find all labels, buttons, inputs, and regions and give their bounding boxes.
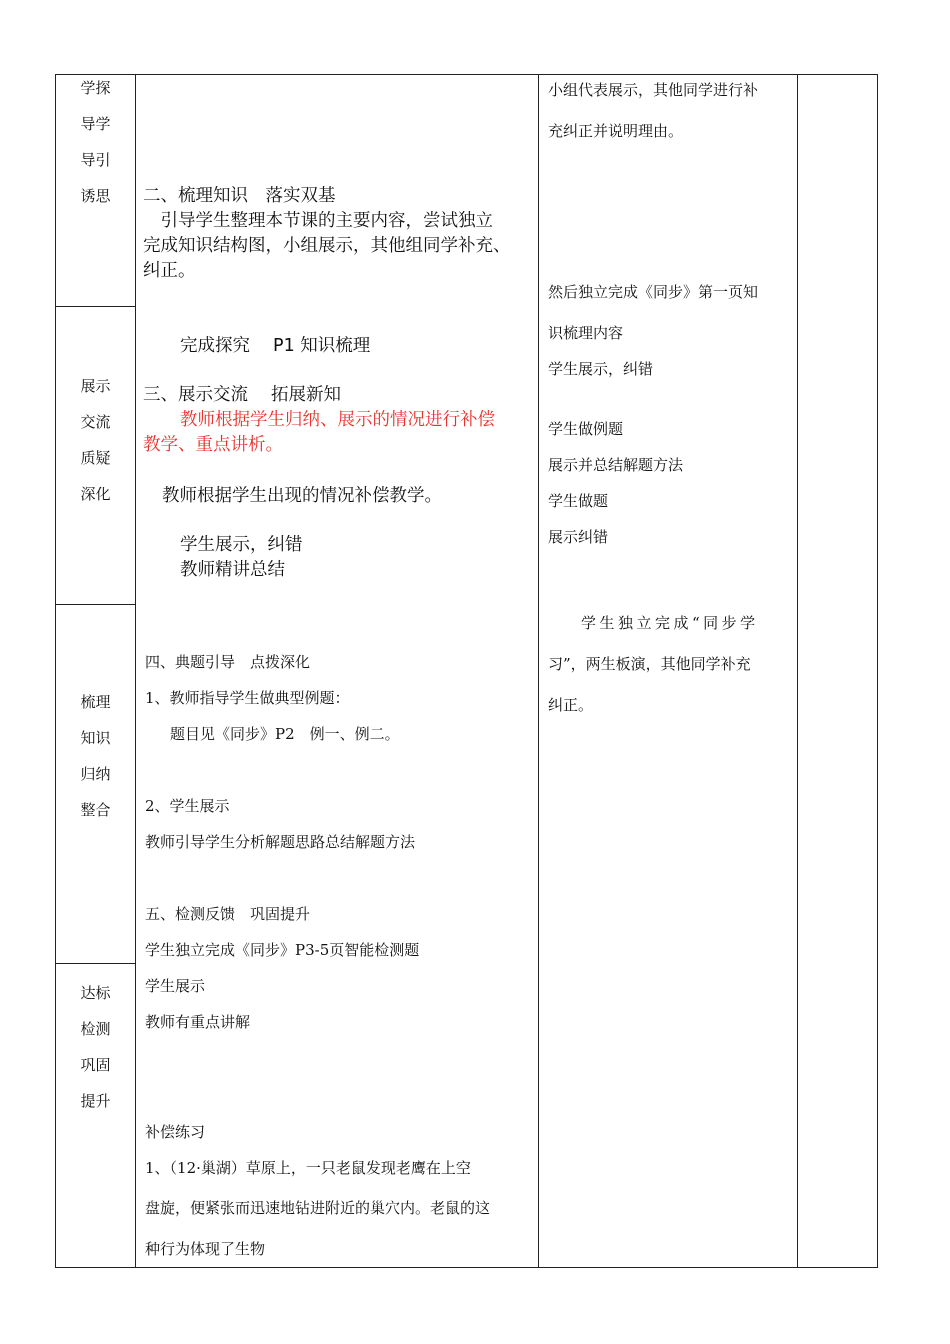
section-4-text: 2、学生展示 — [145, 797, 230, 815]
section-5-text: 学生展示 — [145, 977, 206, 995]
section-6-text: 种行为体现了生物 — [145, 1240, 266, 1258]
section-2-task: 完成探究 P1 知识梳理 — [180, 336, 371, 356]
stage-text: 检测 — [80, 1020, 111, 1038]
section-3-text: 教师根据学生出现的情况补偿教学。 — [162, 486, 442, 506]
stage-cell-1 — [55, 70, 136, 214]
stage-text: 提升 — [80, 1092, 111, 1110]
section-4-text: 教师引导学生分析解题思路总结解题方法 — [145, 833, 416, 851]
stage-text: 达标 — [80, 984, 111, 1002]
stage-text: 学探 — [80, 79, 111, 97]
column-divider-3 — [797, 74, 798, 1268]
stage-divider-2 — [55, 604, 136, 605]
section-2-text: 完成知识结构图，小组展示，其他组同学补充、 — [143, 236, 511, 256]
student-text: 充纠正并说明理由。 — [548, 122, 684, 140]
student-text: 然后独立完成《同步》第一页知 — [548, 283, 759, 301]
student-text: 学生做例题 — [548, 420, 624, 438]
stage-text: 梳理 — [80, 693, 111, 711]
section-2-text: 纠正。 — [143, 261, 196, 281]
student-text: 学生展示，纠错 — [548, 360, 654, 378]
section-4-title: 四、典题引导 点拨深化 — [145, 653, 311, 671]
student-text: 学生独立完成“同步学 — [581, 614, 759, 632]
section-3-text: 教师精讲总结 — [180, 560, 285, 580]
student-text: 纠正。 — [548, 696, 594, 714]
section-5-title: 五、检测反馈 巩固提升 — [145, 905, 311, 923]
stage-text: 展示 — [80, 377, 111, 395]
stage-cell-4 — [55, 975, 136, 1119]
stage-text: 导学 — [80, 115, 111, 133]
stage-text: 归纳 — [80, 765, 111, 783]
section-5-text: 学生独立完成《同步》P3-5页智能检测题 — [145, 941, 420, 959]
stage-text: 深化 — [80, 485, 111, 503]
column-divider-2 — [538, 74, 539, 1268]
stage-text: 知识 — [80, 729, 111, 747]
section-4-text: 1、教师指导学生做典型例题： — [145, 689, 350, 707]
student-text: 习”，两生板演，其他同学补充 — [548, 655, 751, 673]
section-2-text: 引导学生整理本节课的主要内容，尝试独立 — [143, 211, 493, 231]
section-2-title: 二、梳理知识 落实双基 — [143, 186, 336, 206]
section-3-highlight: 教师根据学生归纳、展示的情况进行补偿 — [180, 410, 495, 430]
stage-text: 巩固 — [80, 1056, 111, 1074]
section-4-text: 题目见《同步》P2 例一、例二。 — [170, 725, 400, 743]
section-3-text: 学生展示，纠错 — [180, 535, 303, 555]
section-6-title: 补偿练习 — [145, 1123, 206, 1141]
section-3-title: 三、展示交流 拓展新知 — [143, 385, 342, 405]
stage-divider-1 — [55, 306, 136, 307]
stage-text: 交流 — [80, 413, 111, 431]
stage-text: 质疑 — [80, 449, 111, 467]
student-text: 识梳理内容 — [548, 324, 624, 342]
section-3-highlight: 教学、重点讲析。 — [143, 435, 283, 455]
student-text: 展示纠错 — [548, 528, 609, 546]
student-text: 学生做题 — [548, 492, 609, 510]
section-6-text: 1、（12·巢湖）草原上，一只老鼠发现老鹰在上空 — [145, 1159, 471, 1177]
section-5-text: 教师有重点讲解 — [145, 1013, 251, 1031]
section-6-text: 盘旋，便紧张而迅速地钻进附近的巢穴内。老鼠的这 — [145, 1199, 491, 1217]
stage-divider-3 — [55, 963, 136, 964]
stage-text: 导引 — [80, 151, 111, 169]
stage-cell-2 — [55, 368, 136, 512]
stage-text: 整合 — [80, 801, 111, 819]
stage-cell-3 — [55, 684, 136, 828]
student-text: 展示并总结解题方法 — [548, 456, 684, 474]
student-text: 小组代表展示，其他同学进行补 — [548, 81, 759, 99]
stage-text: 诱思 — [80, 187, 111, 205]
